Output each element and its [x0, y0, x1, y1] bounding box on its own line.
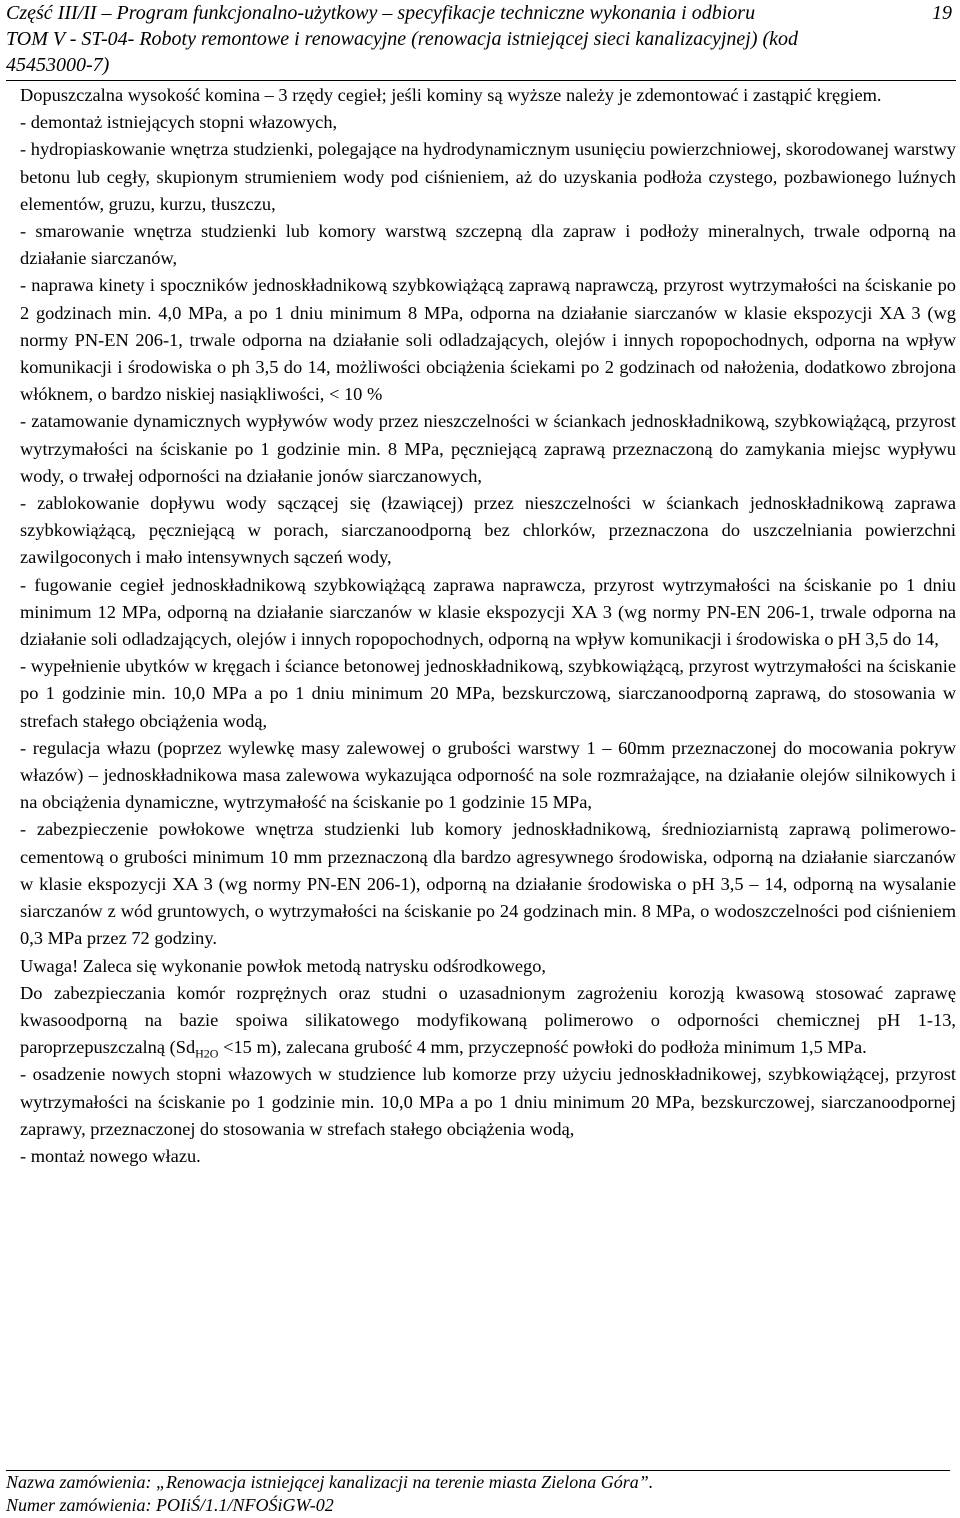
- acid-text-b: <15 m), zalecana grubość 4 mm, przyczepność powłoki do podłoża minimum 1,5 MPa.: [218, 1037, 867, 1058]
- item-hydrosandblasting: - hydropiaskowanie wnętrza studzienki, polegające na hydrodynamicznym usunięciu powierzchniowej, skorodowanej warstwy betonu lub cegły, skupionym strumieniem wody pod ciśnieniem, aż do uzyskania podłoża czystego, pozbawionego luźnych elementów, gruzu, kurzu, tłuszczu,: [20, 139, 956, 214]
- footer-order-number: Numer zamówienia: POIiŚ/1.1/NFOŚiGW-02: [6, 1495, 334, 1515]
- paragraph-acid-resistant: [20, 980, 956, 1062]
- document-body: [20, 82, 956, 1170]
- item-repair-kinety: - naprawa kinety i spoczników jednoskładnikową szybkowiążącą zaprawą naprawczą, przyrost wytrzymałości na ściskanie po 2 godzinach min. 4,0 MPa, a po 1 dniu minimum 8 MPa, odporna na działanie siarczanów w klasie ekspozycji XA 3 (wg normy PN-EN 206-1, trwale odporna na działanie soli odladzających, olejów i innych ropopochodnych, odporna na wpływ komunikacji i środowiska o ph 3,5 do 14, możliwości obciążenia ściekami po 2 godzinach od nałożenia, dodatkowo zbrojona włóknem, o bardzo niskiej nasiąkliwości, < 10 %: [20, 275, 956, 405]
- footer-order-name: Nazwa zamówienia: „Renowacja istniejącej kanalizacji na terenie miasta Zielona Góra”.: [6, 1472, 654, 1492]
- header-divider: [6, 80, 956, 81]
- header-line-3: 45453000-7): [6, 54, 110, 76]
- item-new-steps: - osadzenie nowych stopni włazowych w studzience lub komorze przy użyciu jednoskładnikowej, szybkowiążącej, przyrost wytrzymałości na ściskanie po 1 godzinie min. 10,0 MPa a po 1 dniu minimum 20 MPa, bezskurczowej, siarczanoodpornej zaprawy, przeznaczonej do stosowania w strefach stałego obciążenia wodą,: [20, 1064, 956, 1139]
- item-brick-grouting: - fugowanie cegieł jednoskładnikową szybkowiążącą zaprawa naprawcza, przyrost wytrzymałości na ściskanie po 1 dniu minimum 12 MPa, odporną na działanie siarczanów w klasie ekspozycji XA 3 (wg normy PN-EN 206-1, trwale odporna na działanie soli odladzających, olejów i innych ropopochodnych, odporną na wpływ komunikacji i środowiska o pH 3,5 do 14,: [20, 574, 956, 650]
- page-footer: [6, 1471, 956, 1517]
- page-header: [6, 0, 956, 78]
- item-fill-cavities: - wypełnienie ubytków w kręgach i ściance betonowej jednoskładnikową, szybkowiążącą, przyrost wytrzymałości na ściskanie po 1 godzinie min. 10,0 MPa a po 1 dniu minimum 20 MPa, bezskurczową, siarczanoodporną zaprawą, do stosowania w strefach stałego obciążenia wodą,: [20, 656, 956, 731]
- acid-text-a: Do zabezpieczania komór rozprężnych oraz studni o uzasadnionym zagrożeniu korozją kwasową stosować zaprawę kwasoodporną na bazie spoiwa silikatowego modyfikowaną polimerowo o odporności chemicznej pH 1-13, paroprzepuszczalną (Sd: [20, 982, 956, 1058]
- paragraph-chimney-height: Dopuszczalna wysokość komina – 3 rzędy cegieł; jeśli kominy są wyższe należy je zdemontować i zastąpić kręgiem.: [20, 85, 882, 105]
- h2o-subscript: H2O: [195, 1046, 219, 1061]
- page-number: 19: [932, 2, 952, 24]
- item-coating-protection: - zabezpieczenie powłokowe wnętrza studzienki lub komory jednoskładnikową, średnioziarnistą zaprawą polimerowo-cementową o grubości minimum 10 mm przeznaczoną dla bardzo agresywnego środowiska, odporną na działanie siarczanów w klasie ekspozycji XA 3 (wg normy PN-EN 206-1), odporną na działanie środowiska o pH 3,5 – 14, odporną na wysalanie siarczanów z wód gruntowych, o wytrzymałości na ściskanie po 24 godzinach min. 8 MPa, o wodoszczelności pod ciśnieniem 0,3 MPa przez 72 godziny.: [20, 819, 956, 949]
- item-block-seepage: - zablokowanie dopływu wody sączącej się (łzawiącej) przez nieszczelności w ściankach jednoskładnikową zaprawa szybkowiążącą, pęczniejącą w porach, siarczanoodporną bez chlorków, przeznaczona do uszczelniania powierzchni zawilgoconych i mało intensywnych sączeń wody,: [20, 493, 956, 568]
- header-line-2: TOM V - ST-04- Roboty remontowe i renowacyjne (renowacja istniejącej sieci kanalizacyjnej) (kod: [6, 28, 799, 50]
- item-remove-steps: - demontaż istniejących stopni włazowych,: [20, 112, 338, 133]
- item-bonding-layer: - smarowanie wnętrza studzienki lub komory warstwą szczepną dla zapraw i podłoży mineralnych, trwale odporną na działanie siarczanów,: [20, 221, 956, 269]
- header-line-1: Część III/II – Program funkcjonalno-użytkowy – specyfikacje techniczne wykonania i odbioru: [6, 2, 756, 24]
- item-manhole-adjustment: - regulacja włazu (poprzez wylewkę masy zalewowej o grubości warstwy 1 – 60mm przeznaczonej do mocowania pokryw włazów) – jednoskładnikowa masa zalewowa wykazująca odporność na sole rozmrażające, na działanie olejów silnikowych i na obciążenia dynamiczne, wytrzymałość na ściskanie po 1 godzinie 15 MPa,: [20, 737, 956, 813]
- item-stop-leaks: - zatamowanie dynamicznych wypływów wody przez nieszczelności w ściankach jednoskładnikową, szybkowiążącą, przyrost wytrzymałości na ściskanie po 1 godzinie min. 8 MPa, pęczniejącą zaprawą przeznaczoną do zamykania miejsc wypływu wody, o trwałej odporności na działanie jonów siarczanowych,: [20, 411, 956, 486]
- item-new-manhole: - montaż nowego włazu.: [20, 1145, 201, 1166]
- note-warning: Uwaga! Zaleca się wykonanie powłok metodą natrysku odśrodkowego,: [20, 955, 547, 976]
